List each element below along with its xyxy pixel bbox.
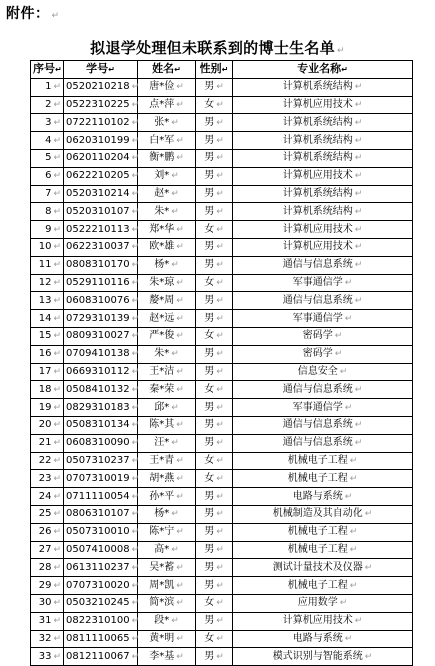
name-cell: 唐*俭 ↵ [138, 78, 196, 96]
major-cell: 计算机系统结构 ↵ [233, 132, 413, 150]
name-cell: 朱* ↵ [138, 203, 196, 221]
table-row [31, 310, 413, 328]
major-cell: 计算机系统结构 ↵ [233, 185, 413, 203]
name-cell: 吴*蓄 ↵ [138, 559, 196, 577]
gender-cell: 男 ↵ [196, 505, 233, 523]
name-cell: 朱*琼 ↵ [138, 274, 196, 292]
name-cell: 李*基 ↵ [138, 648, 196, 666]
gender-cell: 女 ↵ [196, 452, 233, 470]
major-cell: 计算机应用技术 ↵ [233, 238, 413, 256]
gender-cell: 女 ↵ [196, 630, 233, 648]
gender-cell: 男 ↵ [196, 185, 233, 203]
student-id-cell: 0669310112 ↵ [64, 363, 138, 381]
table-row [31, 505, 413, 523]
name-cell: 陈*其 ↵ [138, 416, 196, 434]
table-row [31, 648, 413, 666]
document-title: 拟退学处理但未联系到的博士生名单 ↵ [90, 39, 345, 57]
student-id-cell: 0507410008 ↵ [64, 541, 138, 559]
row-number-cell: 15 ↵ [31, 327, 64, 345]
table-row [31, 434, 413, 452]
row-number-cell: 24 ↵ [31, 488, 64, 506]
name-cell: 赵*远 ↵ [138, 310, 196, 328]
table-row [31, 577, 413, 595]
row-number-cell: 31 ↵ [31, 612, 64, 630]
row-number-cell: 32 ↵ [31, 630, 64, 648]
major-cell: 通信与信息系统 ↵ [233, 256, 413, 274]
student-id-cell: 0613110237 ↵ [64, 559, 138, 577]
gender-cell: 男 ↵ [196, 310, 233, 328]
student-id-cell: 0522310225 ↵ [64, 96, 138, 114]
table-row [31, 523, 413, 541]
major-cell: 计算机系统结构 ↵ [233, 149, 413, 167]
major-cell: 计算机应用技术 ↵ [233, 96, 413, 114]
name-cell: 汪* ↵ [138, 434, 196, 452]
student-id-cell: 0520310214 ↵ [64, 185, 138, 203]
attachment-label: 附件： ↵ [6, 6, 60, 22]
name-cell: 孙*平 ↵ [138, 488, 196, 506]
table-row [31, 238, 413, 256]
gender-cell: 男 ↵ [196, 648, 233, 666]
student-id-cell: 0709410138 ↵ [64, 345, 138, 363]
name-cell: 段* ↵ [138, 612, 196, 630]
row-number-cell: 6 ↵ [31, 167, 64, 185]
major-cell: 密码学 ↵ [233, 345, 413, 363]
student-id-cell: 0507310237 ↵ [64, 452, 138, 470]
row-number-cell: 29 ↵ [31, 577, 64, 595]
student-id-cell: 0520310107 ↵ [64, 203, 138, 221]
major-cell: 机械电子工程 ↵ [233, 470, 413, 488]
student-id-cell: 0622310037 ↵ [64, 238, 138, 256]
name-cell: 点*萍 ↵ [138, 96, 196, 114]
major-cell: 计算机应用技术 ↵ [233, 612, 413, 630]
gender-cell: 男 ↵ [196, 292, 233, 310]
major-cell: 机械电子工程 ↵ [233, 452, 413, 470]
major-cell: 通信与信息系统 ↵ [233, 292, 413, 310]
row-number-cell: 17 ↵ [31, 363, 64, 381]
row-number-cell: 27 ↵ [31, 541, 64, 559]
name-cell: 严*俊 ↵ [138, 327, 196, 345]
major-cell: 军事通信学 ↵ [233, 399, 413, 417]
row-number-cell: 9 ↵ [31, 221, 64, 239]
name-cell: 刘* ↵ [138, 167, 196, 185]
gender-cell: 女 ↵ [196, 327, 233, 345]
gender-cell: 女 ↵ [196, 221, 233, 239]
table-row [31, 363, 413, 381]
gender-cell: 男 ↵ [196, 559, 233, 577]
student-id-cell: 0811110065 ↵ [64, 630, 138, 648]
table-row [31, 114, 413, 132]
gender-cell: 男 ↵ [196, 114, 233, 132]
row-number-cell: 19 ↵ [31, 399, 64, 417]
table-row [31, 149, 413, 167]
student-id-cell: 0711110054 ↵ [64, 488, 138, 506]
row-number-cell: 25 ↵ [31, 505, 64, 523]
header-cell: 性别↵ [196, 61, 233, 79]
student-id-cell: 0508410132 ↵ [64, 381, 138, 399]
major-cell: 电路与系统 ↵ [233, 488, 413, 506]
gender-cell: 男 ↵ [196, 167, 233, 185]
name-cell: 嫠*周 ↵ [138, 292, 196, 310]
gender-cell: 男 ↵ [196, 363, 233, 381]
major-cell: 计算机系统结构 ↵ [233, 114, 413, 132]
gender-cell: 男 ↵ [196, 203, 233, 221]
gender-cell: 男 ↵ [196, 612, 233, 630]
table-row [31, 256, 413, 274]
row-number-cell: 16 ↵ [31, 345, 64, 363]
major-cell: 机械电子工程 ↵ [233, 541, 413, 559]
major-cell: 通信与信息系统 ↵ [233, 416, 413, 434]
name-cell: 杨* ↵ [138, 256, 196, 274]
row-number-cell: 20 ↵ [31, 416, 64, 434]
name-cell: 简*滨 ↵ [138, 594, 196, 612]
gender-cell: 男 ↵ [196, 132, 233, 150]
student-id-cell: 0520210218 ↵ [64, 78, 138, 96]
row-number-cell: 12 ↵ [31, 274, 64, 292]
gender-cell: 男 ↵ [196, 399, 233, 417]
major-cell: 密码学 ↵ [233, 327, 413, 345]
gender-cell: 男 ↵ [196, 78, 233, 96]
row-number-cell: 21 ↵ [31, 434, 64, 452]
gender-cell: 男 ↵ [196, 238, 233, 256]
header-cell: 序号↵ [31, 61, 64, 79]
major-cell: 测试计量技术及仪器 ↵ [233, 559, 413, 577]
row-number-cell: 2 ↵ [31, 96, 64, 114]
row-number-cell: 4 ↵ [31, 132, 64, 150]
table-row [31, 274, 413, 292]
student-id-cell: 0620110204 ↵ [64, 149, 138, 167]
name-cell: 周*凯 ↵ [138, 577, 196, 595]
student-id-cell: 0608310090 ↵ [64, 434, 138, 452]
name-cell: 郑*华 ↵ [138, 221, 196, 239]
header-cell: 姓名↵ [138, 61, 196, 79]
row-number-cell: 18 ↵ [31, 381, 64, 399]
gender-cell: 女 ↵ [196, 274, 233, 292]
row-number-cell: 23 ↵ [31, 470, 64, 488]
student-id-cell: 0707310020 ↵ [64, 577, 138, 595]
row-number-cell: 14 ↵ [31, 310, 64, 328]
student-id-cell: 0822310100 ↵ [64, 612, 138, 630]
table-header-row [31, 61, 413, 79]
student-id-cell: 0809310027 ↵ [64, 327, 138, 345]
row-number-cell: 1 ↵ [31, 78, 64, 96]
student-table [30, 60, 413, 666]
name-cell: 邱* ↵ [138, 399, 196, 417]
student-id-cell: 0722110102 ↵ [64, 114, 138, 132]
table-row [31, 203, 413, 221]
gender-cell: 男 ↵ [196, 416, 233, 434]
name-cell: 胡*燕 ↵ [138, 470, 196, 488]
table-row [31, 381, 413, 399]
row-number-cell: 33 ↵ [31, 648, 64, 666]
name-cell: 陈*宁 ↵ [138, 523, 196, 541]
name-cell: 赵* ↵ [138, 185, 196, 203]
row-number-cell: 26 ↵ [31, 523, 64, 541]
major-cell: 电路与系统 ↵ [233, 630, 413, 648]
table-row [31, 612, 413, 630]
student-id-cell: 0808310170 ↵ [64, 256, 138, 274]
name-cell: 欧*雄 ↵ [138, 238, 196, 256]
gender-cell: 男 ↵ [196, 541, 233, 559]
major-cell: 通信与信息系统 ↵ [233, 434, 413, 452]
major-cell: 机械电子工程 ↵ [233, 523, 413, 541]
table-row [31, 78, 413, 96]
row-number-cell: 30 ↵ [31, 594, 64, 612]
gender-cell: 男 ↵ [196, 434, 233, 452]
row-number-cell: 3 ↵ [31, 114, 64, 132]
name-cell: 朱* ↵ [138, 345, 196, 363]
major-cell: 应用数学 ↵ [233, 594, 413, 612]
row-number-cell: 13 ↵ [31, 292, 64, 310]
name-cell: 黄*明 ↵ [138, 630, 196, 648]
gender-cell: 女 ↵ [196, 96, 233, 114]
major-cell: 军事通信学 ↵ [233, 274, 413, 292]
gender-cell: 男 ↵ [196, 256, 233, 274]
major-cell: 机械制造及其自动化 ↵ [233, 505, 413, 523]
name-cell: 杨* ↵ [138, 505, 196, 523]
table-row [31, 594, 413, 612]
row-number-cell: 28 ↵ [31, 559, 64, 577]
major-cell: 计算机系统结构 ↵ [233, 78, 413, 96]
name-cell: 王*洁 ↵ [138, 363, 196, 381]
table-row [31, 559, 413, 577]
name-cell: 衡*鹏 ↵ [138, 149, 196, 167]
table-row [31, 292, 413, 310]
row-number-cell: 10 ↵ [31, 238, 64, 256]
name-cell: 王*青 ↵ [138, 452, 196, 470]
table-row [31, 541, 413, 559]
major-cell: 计算机应用技术 ↵ [233, 221, 413, 239]
name-cell: 秦*荣 ↵ [138, 381, 196, 399]
major-cell: 军事通信学 ↵ [233, 310, 413, 328]
student-id-cell: 0508310134 ↵ [64, 416, 138, 434]
table-row [31, 132, 413, 150]
table-row [31, 327, 413, 345]
row-number-cell: 5 ↵ [31, 149, 64, 167]
student-id-cell: 0620310199 ↵ [64, 132, 138, 150]
major-cell: 机械电子工程 ↵ [233, 577, 413, 595]
major-cell: 模式识别与智能系统 ↵ [233, 648, 413, 666]
table-row [31, 399, 413, 417]
name-cell: 白*军 ↵ [138, 132, 196, 150]
header-cell: 专业名称↵ [233, 61, 413, 79]
gender-cell: 男 ↵ [196, 149, 233, 167]
student-id-cell: 0522210113 ↵ [64, 221, 138, 239]
student-id-cell: 0608310076 ↵ [64, 292, 138, 310]
table-row [31, 488, 413, 506]
table-row [31, 452, 413, 470]
name-cell: 张* ↵ [138, 114, 196, 132]
row-number-cell: 22 ↵ [31, 452, 64, 470]
header-cell: 学号↵ [64, 61, 138, 79]
table-row [31, 96, 413, 114]
major-cell: 计算机应用技术 ↵ [233, 167, 413, 185]
student-id-cell: 0707310019 ↵ [64, 470, 138, 488]
table-row [31, 185, 413, 203]
student-id-cell: 0829310183 ↵ [64, 399, 138, 417]
student-id-cell: 0507310010 ↵ [64, 523, 138, 541]
table-row [31, 167, 413, 185]
student-id-cell: 0503210245 ↵ [64, 594, 138, 612]
major-cell: 信息安全 ↵ [233, 363, 413, 381]
major-cell: 通信与信息系统 ↵ [233, 381, 413, 399]
table-row [31, 416, 413, 434]
row-number-cell: 11 ↵ [31, 256, 64, 274]
gender-cell: 女 ↵ [196, 594, 233, 612]
student-id-cell: 0729310139 ↵ [64, 310, 138, 328]
gender-cell: 女 ↵ [196, 470, 233, 488]
row-number-cell: 7 ↵ [31, 185, 64, 203]
major-cell: 计算机系统结构 ↵ [233, 203, 413, 221]
gender-cell: 男 ↵ [196, 345, 233, 363]
student-id-cell: 0812110067 ↵ [64, 648, 138, 666]
gender-cell: 女 ↵ [196, 381, 233, 399]
table-row [31, 345, 413, 363]
student-id-cell: 0529110116 ↵ [64, 274, 138, 292]
gender-cell: 男 ↵ [196, 523, 233, 541]
gender-cell: 男 ↵ [196, 577, 233, 595]
table-row [31, 221, 413, 239]
table-row [31, 630, 413, 648]
student-id-cell: 0806310107 ↵ [64, 505, 138, 523]
gender-cell: 男 ↵ [196, 488, 233, 506]
name-cell: 高* ↵ [138, 541, 196, 559]
table-row [31, 470, 413, 488]
student-id-cell: 0622210205 ↵ [64, 167, 138, 185]
row-number-cell: 8 ↵ [31, 203, 64, 221]
